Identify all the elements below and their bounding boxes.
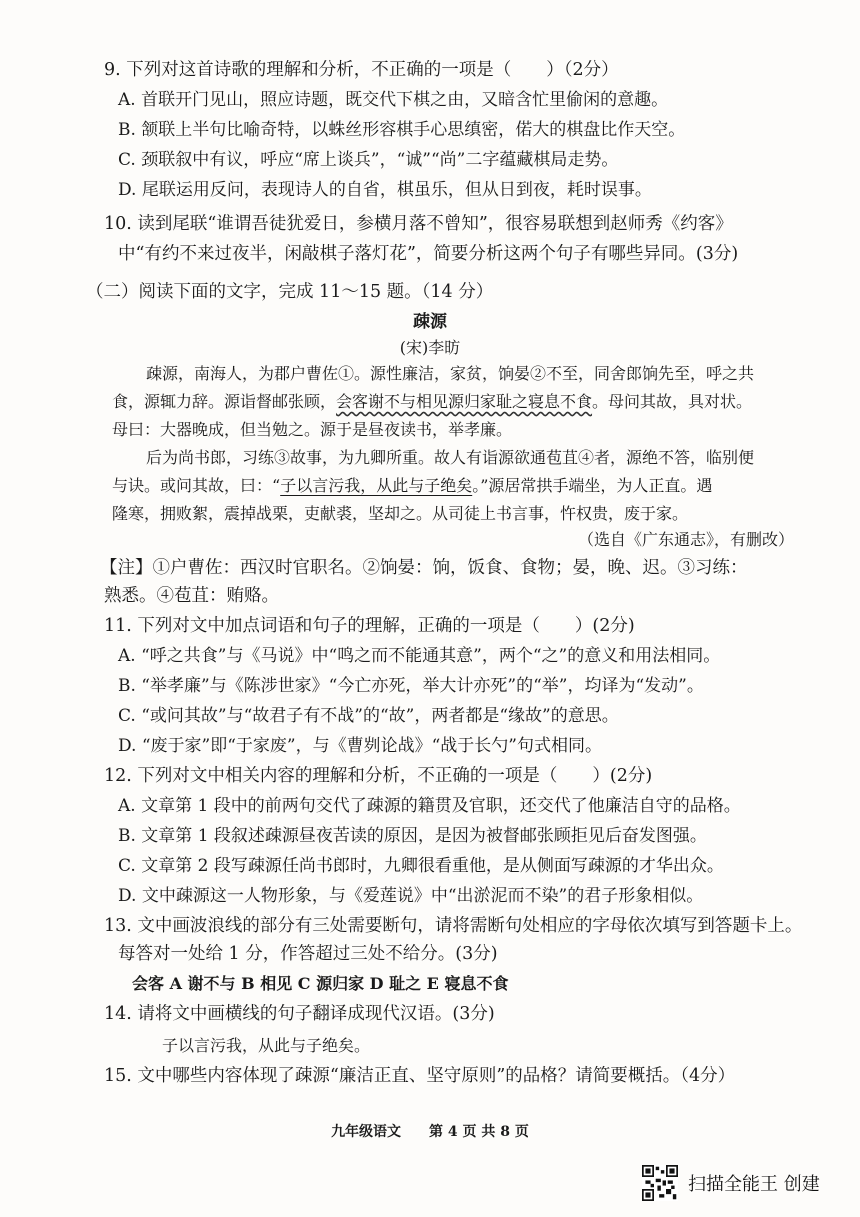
q9-option-d: D. 尾联运用反问，表现诗人的自省，棋虽乐，但从日到夜，耗时误事。: [118, 180, 652, 200]
passage-p2-line2-end: 。”源居常拱手端坐，为人正直。遇: [472, 476, 713, 495]
q9-option-c: C. 颈联叙中有议，呼应“席上谈兵”，“诚”“尚”二字蕴藏棋局走势。: [118, 150, 619, 170]
q14-stem: 14. 请将文中画横线的句子翻译成现代汉语。(3分): [104, 1004, 495, 1024]
page-footer: 九年级语文 第 4 页 共 8 页: [331, 1124, 529, 1140]
scanner-watermark-text: 扫描全能王 创建: [688, 1174, 820, 1195]
q11-stem: 11. 下列对文中加点词语和句子的理解，正确的一项是（ ）(2分): [104, 616, 635, 636]
qr-code-icon: [642, 1165, 678, 1201]
q12-option-b: B. 文章第 1 段叙述疎源昼夜苦读的原因，是因为被督邮张顾拒见后奋发图强。: [118, 826, 707, 846]
q14-sentence: 子以言污我，从此与子绝矣。: [162, 1036, 371, 1055]
passage-p1-line3: 母曰：大器晚成，但当勉之。源于是昼夜读书，举孝廉。: [112, 420, 513, 439]
q11-option-b: B. “举孝廉”与《陈涉世家》“今亡亦死，举大计亦死”的“举”，均译为“发动”。: [118, 676, 704, 696]
annotation-line2: 熟悉。④苞苴：贿赂。: [104, 586, 279, 606]
scanner-watermark: [642, 1165, 820, 1201]
q13-segmented-sentence: 会客 A 谢不与 B 相见 C 源归家 D 耻之 E 寝息不食: [132, 974, 509, 993]
q9-option-a: A. 首联开门见山，照应诗题，既交代下棋之由，又暗含忙里偷闲的意趣。: [118, 90, 669, 110]
passage-p1-line2-end: 。母问其故，具对状。: [592, 392, 753, 411]
passage-p2-line3: 隆寒，拥败絮，震掉战栗，吏献裘，坚却之。从司徒上书言事，忤权贵，废于家。: [112, 504, 689, 523]
passage-author: (宋)李昉: [399, 338, 461, 357]
q12-stem: 12. 下列对文中相关内容的理解和分析，不正确的一项是（ ）(2分): [104, 766, 653, 786]
q12-option-d: D. 文中疎源这一人物形象，与《爱莲说》中“出淤泥而不染”的君子形象相似。: [118, 886, 704, 906]
q12-option-a: A. 文章第 1 段中的前两句交代了疎源的籍贯及官职，还交代了他廉洁自守的品格。: [118, 796, 741, 816]
q9-stem: 9. 下列对这首诗歌的理解和分析，不正确的一项是（ ）（2分）: [104, 60, 619, 80]
annotation-line1: 【注】①户曹佐：西汉时官职名。②饷晏：饷，饭食、食物；晏，晚、迟。③习练：: [100, 558, 748, 578]
q9-option-b: B. 颔联上半句比喻奇特，以蛛丝形容棋手心思缜密，偌大的棋盘比作天空。: [118, 120, 686, 140]
q11-option-a: A. “呼之共食”与《马说》中“鸣之而不能通其意”，两个“之”的意义和用法相同。: [118, 646, 721, 666]
passage-title: 疎源: [413, 312, 447, 332]
q12-option-c: C. 文章第 2 段写疎源任尚书郎时，九卿很看重他，是从侧面写疎源的才华出众。: [118, 856, 724, 876]
wavy-underlined-sentence: 会客谢不与相见源归家耻之寝息不食: [336, 392, 593, 411]
passage-p1-line2: [112, 390, 752, 414]
q13-line2: 每答对一处给 1 分，作答超过三处不给分。(3分): [118, 944, 498, 964]
underlined-sentence: 子以言污我，从此与子绝矣: [280, 476, 473, 495]
passage-p1-line2-start: 食，源辄力辞。源诣督邮张顾，: [112, 392, 337, 411]
section-heading: （二）阅读下面的文字，完成 11～15 题。（14 分）: [86, 282, 494, 302]
q10-line1: 10. 读到尾联“谁谓吾徒犹爱日，参横月落不曾知”，很容易联想到赵师秀《约客》: [104, 214, 733, 234]
q13-line1: 13. 文中画波浪线的部分有三处需要断句，请将需断句处相应的字母依次填写到答题卡上。: [104, 916, 803, 936]
passage-source: （选自《广东通志》，有删改）: [577, 530, 794, 549]
q10-line2: 中“有约不来过夜半，闲敲棋子落灯花”，简要分析这两个句子有哪些异同。(3分): [118, 244, 739, 264]
passage-p2-line2-start: 与诀。或问其故，曰：“: [112, 476, 281, 495]
q15-stem: 15. 文中哪些内容体现了疎源“廉洁正直、坚守原则”的品格？请简要概括。（4分）: [104, 1066, 736, 1086]
q11-option-d: D. “废于家”即“于家废”，与《曹刿论战》“战于长勺”句式相同。: [118, 736, 602, 756]
passage-p2-line2: [112, 474, 712, 498]
passage-p1-line1: 疎源，南海人，为郡户曹佐①。源性廉洁，家贫，饷晏②不至，同舍郎饷先至，呼之共: [146, 364, 755, 383]
q11-option-c: C. “或问其故”与“故君子有不战”的“故”，两者都是“缘故”的意思。: [118, 706, 619, 726]
passage-p2-line1: 后为尚书郎，习练③故事，为九卿所重。故人有诣源欲通苞苴④者，源绝不答，临别便: [146, 448, 755, 467]
